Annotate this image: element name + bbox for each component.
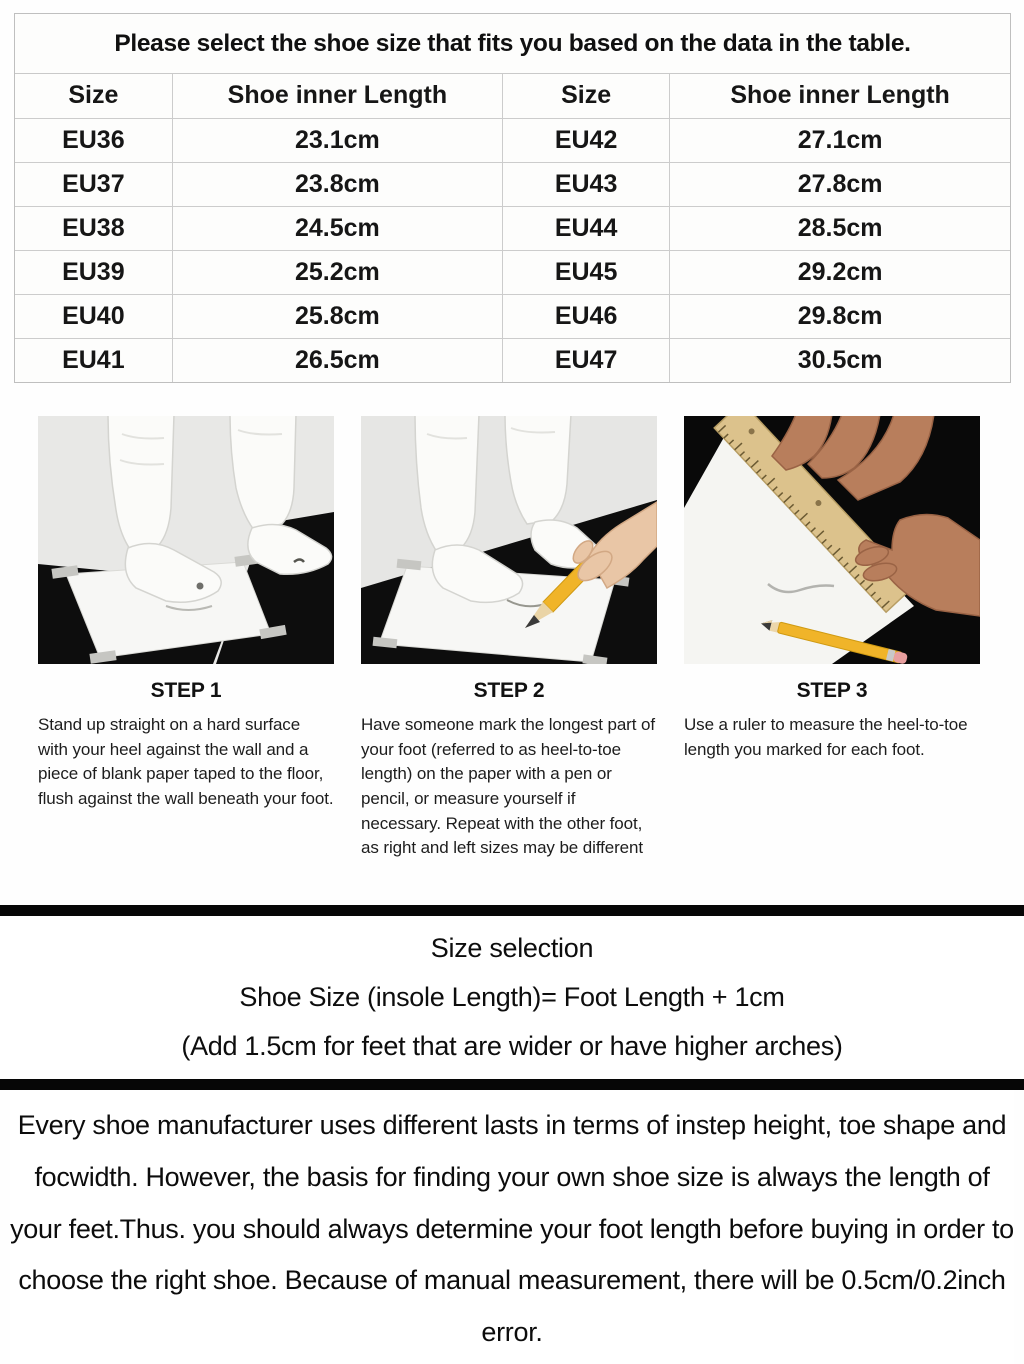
measuring-steps-section bbox=[38, 416, 980, 861]
length-cell: 26.5cm bbox=[172, 338, 502, 382]
length-cell: 30.5cm bbox=[670, 338, 1010, 382]
size-cell: EU45 bbox=[503, 250, 670, 294]
size-table-title: Please select the shoe size that fits you based on the data in the table. bbox=[15, 14, 1010, 74]
column-header-length: Shoe inner Length bbox=[172, 74, 502, 118]
step-2 bbox=[361, 416, 657, 861]
step-2-description: Have someone mark the longest part of your foot (referred to as heel-to-toe length) on the paper with a pen or pencil, or measure yourself if necessary. Repeat with the other foot, as right and left sizes may be different bbox=[361, 715, 655, 858]
step-1-title: STEP 1 bbox=[150, 679, 222, 702]
size-cell: EU42 bbox=[503, 118, 670, 162]
size-selection-heading: Size selection bbox=[430, 933, 594, 963]
ruler-measuring-photo bbox=[684, 416, 980, 664]
size-cell: EU38 bbox=[15, 206, 172, 250]
size-table-section bbox=[14, 13, 1011, 383]
size-selection-note: (Add 1.5cm for feet that are wider or have higher arches) bbox=[181, 1031, 843, 1061]
manufacturer-note: Every shoe manufacturer uses different lasts in terms of instep height, toe shape and focwidth. However, the basis for finding your own shoe size is always the length of your feet.Thus. you should always determine your foot length before buying in order to choose the right shoe. Because of manual measurement, there will be 0.5cm/0.2inch error. bbox=[10, 1090, 1014, 1364]
length-cell: 24.5cm bbox=[172, 206, 502, 250]
table-row bbox=[15, 118, 1010, 162]
length-cell: 27.8cm bbox=[670, 162, 1010, 206]
step-1-description: Stand up straight on a hard surface with your heel against the wall and a piece of blank paper taped to the floor, flush against the wall beneath your foot. bbox=[38, 715, 334, 808]
divider-bar-bottom bbox=[0, 1079, 1024, 1090]
step-3-description: Use a ruler to measure the heel-to-toe length you marked for each foot. bbox=[684, 715, 968, 759]
table-row bbox=[15, 206, 1010, 250]
table-row bbox=[15, 250, 1010, 294]
column-header-size: Size bbox=[503, 74, 670, 118]
length-cell: 23.8cm bbox=[172, 162, 502, 206]
size-cell: EU40 bbox=[15, 294, 172, 338]
table-row bbox=[15, 338, 1010, 382]
length-cell: 25.8cm bbox=[172, 294, 502, 338]
length-cell: 25.2cm bbox=[172, 250, 502, 294]
marking-foot-photo bbox=[361, 416, 657, 664]
step-3 bbox=[684, 416, 980, 861]
feet-on-paper-photo bbox=[38, 416, 334, 664]
size-cell: EU39 bbox=[15, 250, 172, 294]
column-header-size: Size bbox=[15, 74, 172, 118]
table-row bbox=[15, 162, 1010, 206]
size-cell: EU37 bbox=[15, 162, 172, 206]
length-cell: 28.5cm bbox=[670, 206, 1010, 250]
size-cell: EU43 bbox=[503, 162, 670, 206]
size-selection-section bbox=[0, 916, 1024, 1079]
step-1 bbox=[38, 416, 334, 861]
size-cell: EU46 bbox=[503, 294, 670, 338]
size-cell: EU47 bbox=[503, 338, 670, 382]
table-header-row bbox=[15, 74, 1010, 118]
table-row bbox=[15, 294, 1010, 338]
size-table bbox=[15, 74, 1010, 382]
length-cell: 29.2cm bbox=[670, 250, 1010, 294]
length-cell: 27.1cm bbox=[670, 118, 1010, 162]
size-cell: EU41 bbox=[15, 338, 172, 382]
size-cell: EU44 bbox=[503, 206, 670, 250]
step-2-title: STEP 2 bbox=[473, 679, 545, 702]
length-cell: 23.1cm bbox=[172, 118, 502, 162]
step-3-title: STEP 3 bbox=[796, 679, 868, 702]
divider-bar-top bbox=[0, 905, 1024, 916]
column-header-length: Shoe inner Length bbox=[670, 74, 1010, 118]
size-selection-formula: Shoe Size (insole Length)= Foot Length + 1cm bbox=[239, 982, 785, 1012]
size-cell: EU36 bbox=[15, 118, 172, 162]
length-cell: 29.8cm bbox=[670, 294, 1010, 338]
